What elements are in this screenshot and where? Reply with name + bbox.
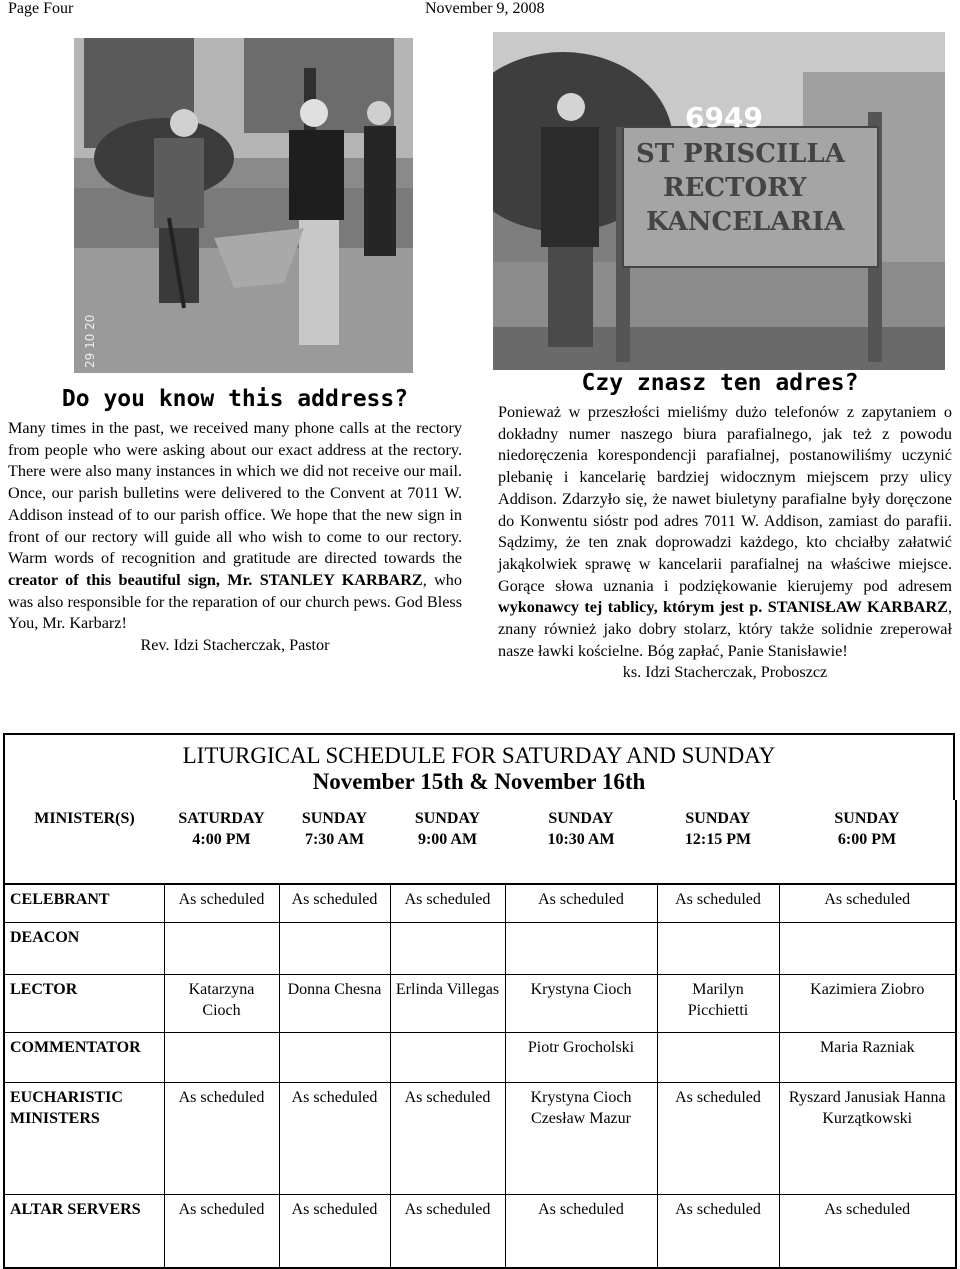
column-header: SATURDAY 4:00 PM [164,800,279,884]
page-number: Page Four [8,0,74,17]
table-cell [779,922,956,974]
article-text: Many times in the past, we received many phone calls at the rectory from people who were asking about our exact address at the rectory. There were also many instances in which we did not receive our mail. Once, our parish bulletins were delivered to the Convent at 7011 W. Addison instead of to our parish office. We hope that the new sign in front of our rectory will guide all who wish to come to our rectory. Warm words of recognition and gratitude are directed towards the [8,419,462,568]
table-cell [505,922,657,974]
table-cell: Donna Chesna [279,974,390,1032]
role-label: LECTOR [4,974,164,1032]
table-cell: Marilyn Picchietti [657,974,779,1032]
schedule-subtitle: November 15th & November 16th [312,769,646,794]
sign-line-3: KANCELARIA [646,207,845,237]
table-cell: As scheduled [779,884,956,922]
role-label: EUCHARISTIC MINISTERS [4,1082,164,1194]
article-text: , who was also responsible for the reparation of our church pews. God Bless You, Mr. Karbarz! [8,570,462,633]
schedule-table [3,800,957,1269]
column-header: SUNDAY 7:30 AM [279,800,390,884]
table-cell: Ryszard Janusiak Hanna Kurzątkowski [779,1082,956,1194]
table-cell: Krystyna Cioch Czesław Mazur [505,1082,657,1194]
table-cell: As scheduled [164,1082,279,1194]
table-cell: As scheduled [279,1082,390,1194]
table-row-altar-servers [4,1194,956,1268]
table-row-eucharistic-ministers [4,1082,956,1194]
role-label: DEACON [4,922,164,974]
table-cell: As scheduled [390,884,505,922]
issue-date: November 9, 2008 [425,0,545,17]
photo-rectory-sign [493,32,945,370]
table-cell [279,1032,390,1082]
column-header: SUNDAY 10:30 AM [505,800,657,884]
table-cell [390,1032,505,1082]
table-row-commentator [4,1032,956,1082]
article-text: Ponieważ w przeszłości mieliśmy dużo telefonów z zapytaniem o dokładny numer naszego biura parafialnego, jak też z powodu niedoręczenia korespondencji parafialnej, postanowiliśmy uczynić plebanię i kancelarię bardziej widocznym miejscem przy ulicy Addison. Zdarzyło się, że nawet biuletyny parafialne były doręczone do Konwentu sióstr pod adres 7011 W. Addison, zamiast do parafii. Sądzimy, że ten znak doprowadzi każdego, kto chciałby załatwić jakąkolwiek sprawę w kancelarii parafialnej na właściwe miejsce. Gorące słowa uznania i podziękowanie kierujemy pod adresem [498,403,952,595]
table-cell: Erlinda Villegas [390,974,505,1032]
sign-line-2: RECTORY [663,173,807,203]
article-bold-text: wykonawcy tej tablicy, którym jest p. STANISŁAW KARBARZ [498,598,948,617]
photo-planting [74,38,413,373]
article-text: , znany również jako dobry stolarz, który także solidnie zreperował nasze ławki kościelne. Bóg zapłać, Panie Stanisławie! [498,598,952,660]
table-cell: As scheduled [390,1082,505,1194]
article-heading-polish: Czy znasz ten adres? [581,370,859,396]
article-body-polish [498,402,952,684]
column-header: SUNDAY 6:00 PM [779,800,956,884]
article-signature: ks. Idzi Stacherczak, Proboszcz [622,663,828,682]
page-header [8,0,952,22]
table-cell: Piotr Grocholski [505,1032,657,1082]
table-cell: As scheduled [279,884,390,922]
article-bold-text: creator of this beautiful sign, Mr. STANLEY KARBARZ [8,570,423,589]
role-label: ALTAR SERVERS [4,1194,164,1268]
table-row-deacon [4,922,956,974]
schedule-title-box [3,733,955,800]
sign-number: 6949 [685,101,763,134]
table-cell [657,922,779,974]
table-cell: As scheduled [505,884,657,922]
schedule-header-row [4,800,956,884]
table-cell: As scheduled [390,1194,505,1268]
table-cell: Katarzyna Cioch [164,974,279,1032]
table-cell: Krystyna Cioch [505,974,657,1032]
role-label: COMMENTATOR [4,1032,164,1082]
table-row-celebrant [4,884,956,922]
article-body-english [8,418,462,657]
sign-line-1: ST PRISCILLA [636,139,845,169]
table-cell: As scheduled [279,1194,390,1268]
table-cell [279,922,390,974]
table-cell: As scheduled [657,884,779,922]
table-cell [164,922,279,974]
column-header: MINISTER(S) [4,800,164,884]
table-cell: As scheduled [164,884,279,922]
article-signature: Rev. Idzi Stacherczak, Pastor [140,636,330,655]
table-row-lector [4,974,956,1032]
table-cell [657,1032,779,1082]
photo-date-stamp: 29 10 20 [83,314,97,368]
table-cell: As scheduled [657,1082,779,1194]
table-cell: As scheduled [164,1194,279,1268]
table-cell [164,1032,279,1082]
photo-planting-image [74,38,413,373]
table-cell: As scheduled [779,1194,956,1268]
column-header: SUNDAY 9:00 AM [390,800,505,884]
table-cell [390,922,505,974]
column-header: SUNDAY 12:15 PM [657,800,779,884]
table-cell: As scheduled [505,1194,657,1268]
photo-rectory-sign-image [493,32,945,370]
article-heading-english: Do you know this address? [61,386,409,412]
table-cell: As scheduled [657,1194,779,1268]
role-label: CELEBRANT [4,884,164,922]
table-cell: Kazimiera Ziobro [779,974,956,1032]
table-cell: Maria Razniak [779,1032,956,1082]
schedule-title: LITURGICAL SCHEDULE FOR SATURDAY AND SUNDAY [182,743,776,768]
